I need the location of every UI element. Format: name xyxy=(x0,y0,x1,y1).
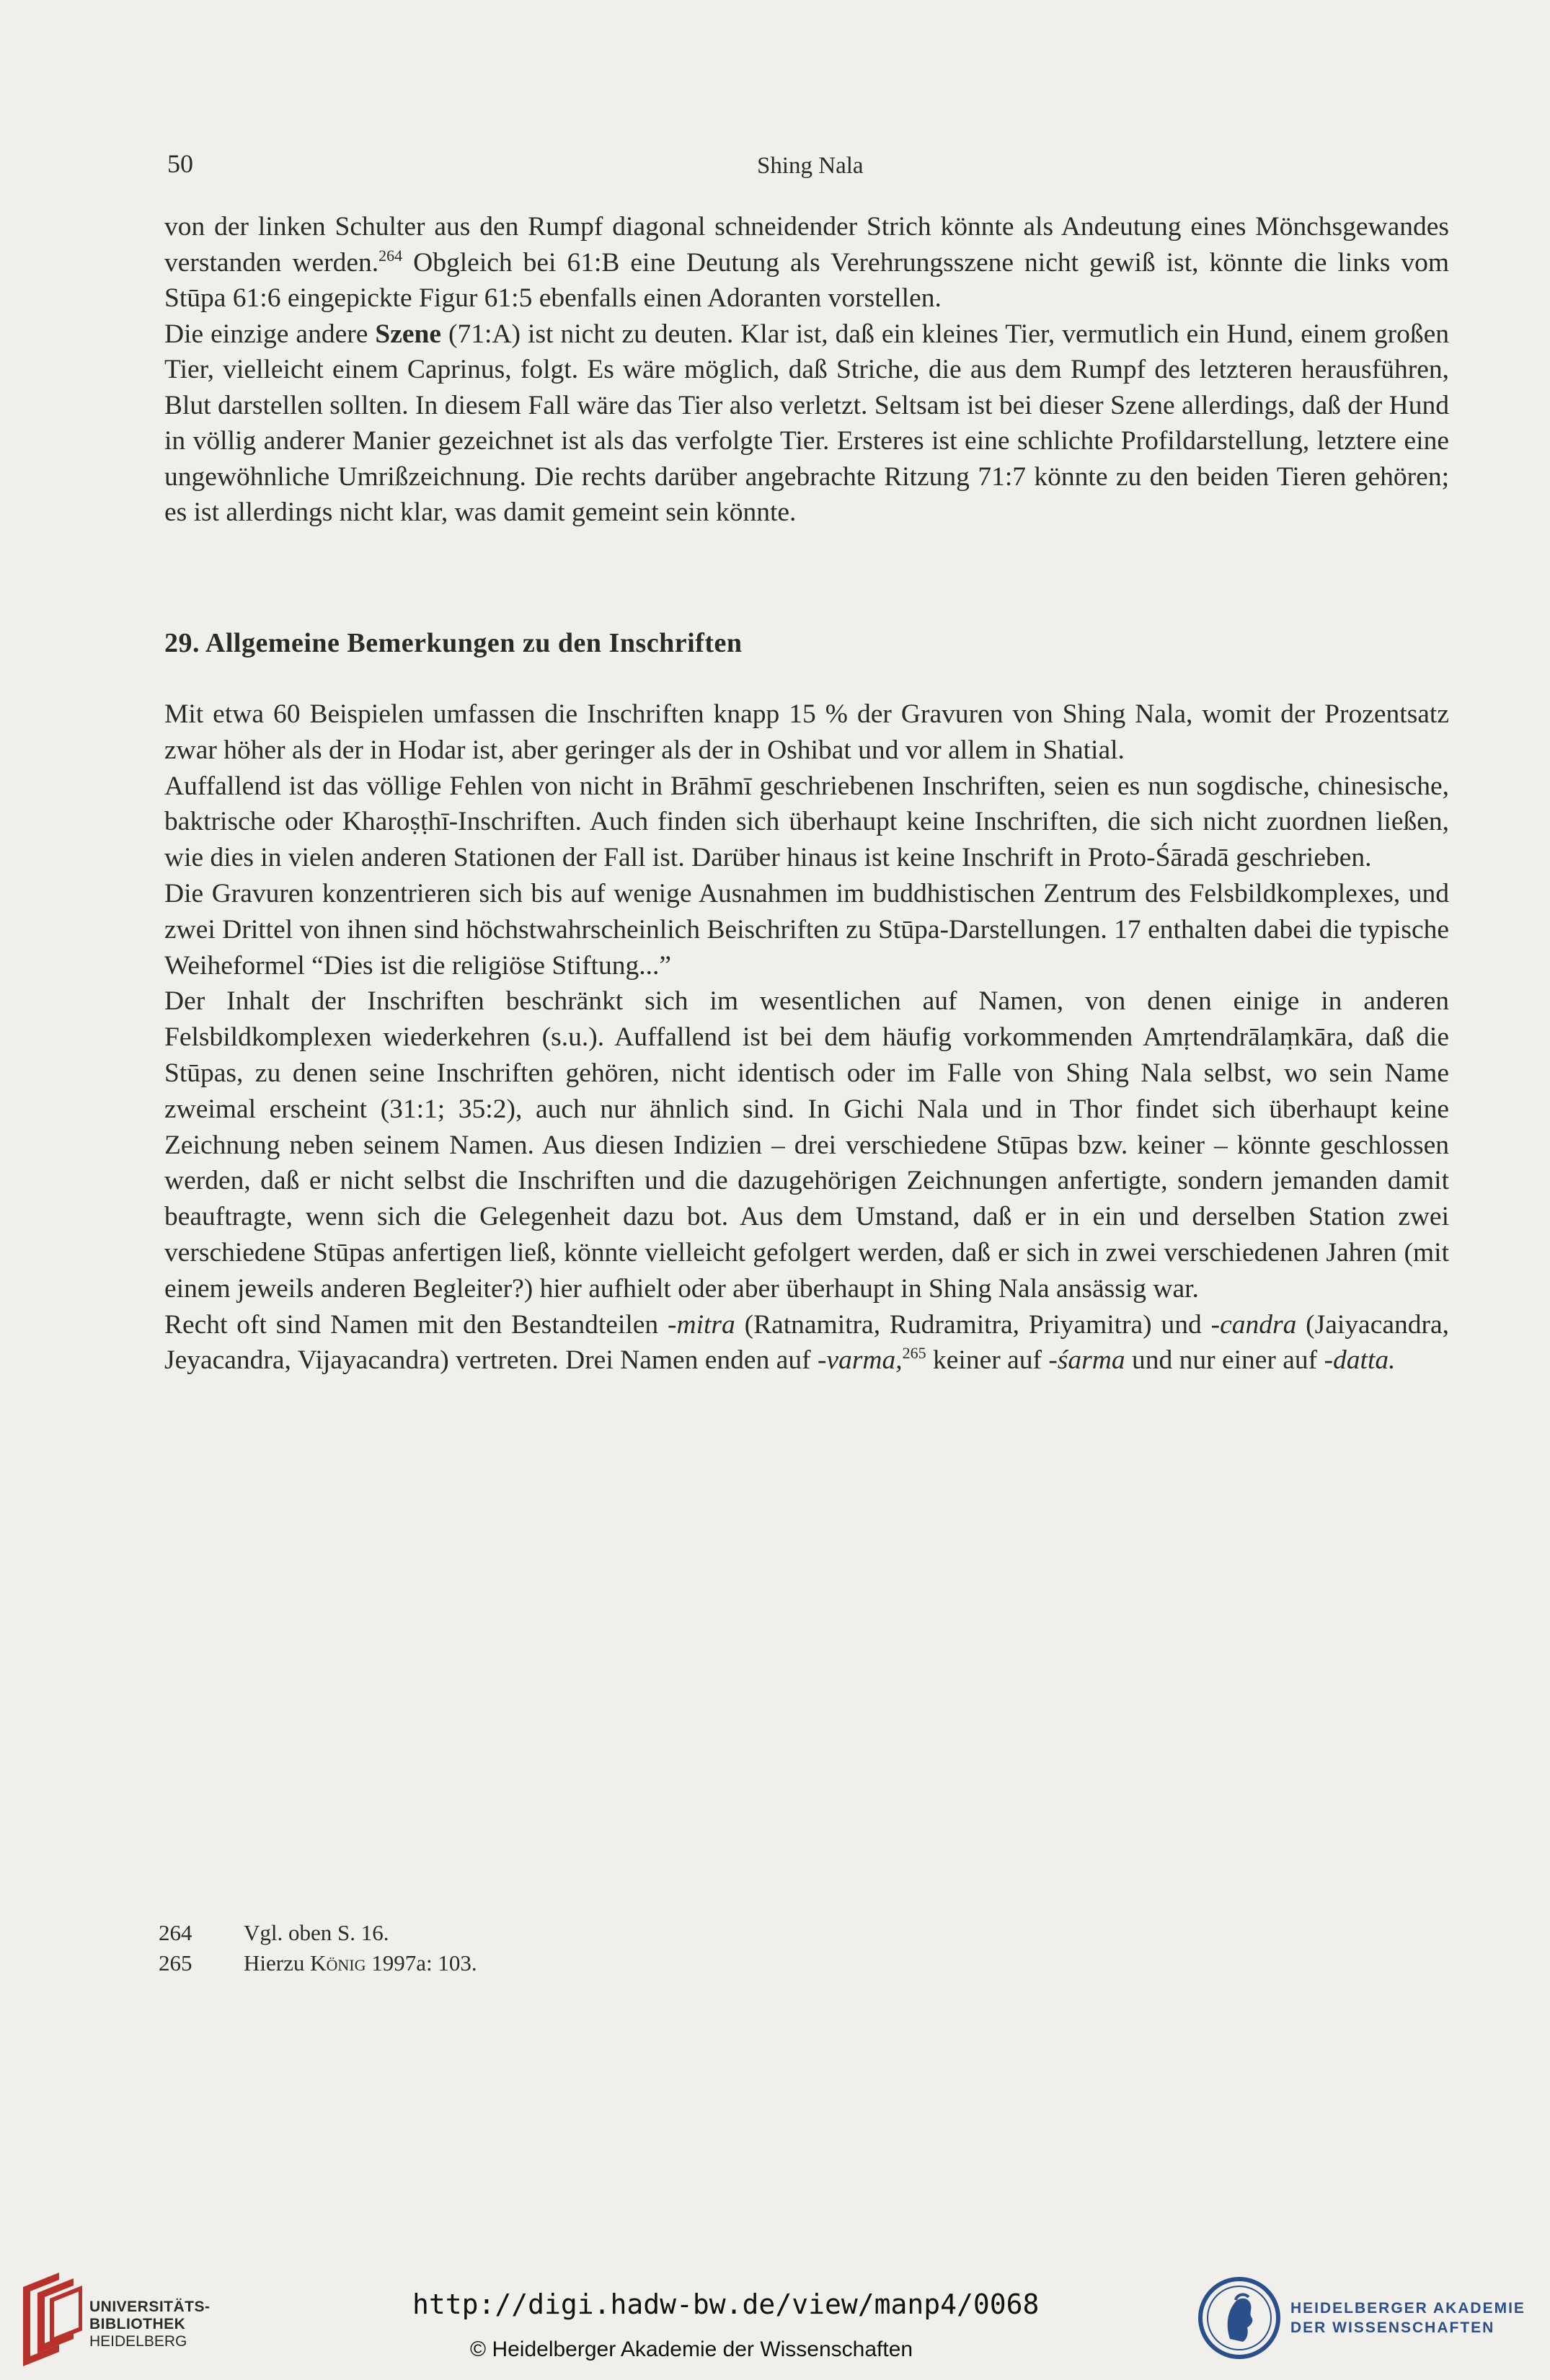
copyright-notice: © Heidelberger Akademie der Wissenschaften xyxy=(470,2337,913,2361)
permalink-url[interactable]: http://digi.hadw-bw.de/view/manp4/0068 xyxy=(412,2288,1040,2320)
paragraph: Die Gravuren konzentrieren sich bis auf wenige Ausnahmen im buddhistischen Zentrum des Felsbildkomplexes, und zwei Drittel von ihnen sind höchstwahrscheinlich Beischriften zu Stūpa-Darstellungen. 17 enthalten dabei die typische Weiheformel “Dies ist die religiöse Stiftung...” xyxy=(164,878,1449,981)
italic-term: -varma, xyxy=(817,1345,903,1376)
page-number: 50 xyxy=(167,149,193,178)
library-name[interactable]: UNIVERSITÄTS- BIBLIOTHEK HEIDELBERG xyxy=(89,2299,211,2350)
author-name: König xyxy=(310,1950,366,1976)
italic-term: -datta. xyxy=(1324,1345,1396,1376)
footnote-text: Hierzu König 1997a: 103. xyxy=(244,1950,477,1976)
italic-term: -mitra xyxy=(668,1309,735,1340)
paragraph: Mit etwa 60 Beispielen umfassen die Inschriften knapp 15 % der Gravuren von Shing Nala, womit der Prozentsatz zwar höher als der in Hodar ist, aber geringer als der in Oshibat und vor allem in Shatial. xyxy=(164,699,1449,765)
footnotes xyxy=(159,1918,477,1978)
footnote xyxy=(159,1918,477,1948)
academy-seal-icon[interactable] xyxy=(1197,2275,1282,2361)
paragraph: Auffallend ist das völlige Fehlen von nicht in Brāhmī geschriebenen Inschriften, seien es nun sogdische, chinesische, baktrische oder Kharoṣṭhī-Inschriften. Auch finden sich überhaupt keine Inschriften, die sich nicht zuordnen ließen, wie dies in vielen anderen Stationen der Fall ist. Darüber hinaus ist keine Inschrift in Proto-Śāradā geschrieben. xyxy=(164,771,1449,873)
footnote-number: 264 xyxy=(159,1920,192,1945)
section-text xyxy=(164,696,1449,1379)
footnote xyxy=(159,1948,477,1978)
academy-name[interactable]: HEIDELBERGER AKADEMIE DER WISSENSCHAFTEN xyxy=(1290,2300,1525,2336)
running-head: Shing Nala xyxy=(757,153,864,179)
university-library-logo-icon[interactable] xyxy=(17,2271,82,2372)
footnote-ref[interactable]: 265 xyxy=(902,1344,926,1363)
paragraph: Die einzige andere Szene (71:A) ist nicht zu deuten. Klar ist, daß ein kleines Tier, vermutlich ein Hund, einem großen Tier, vielleicht einem Caprinus, folgt. Es wäre möglich, daß Striche, die aus dem Rumpf des letzteren herausführen, Blut darstellen sollten. In diesem Fall wäre das Tier also verletzt. Seltsam ist bei dieser Szene allerdings, daß der Hund in völlig anderer Manier gezeichnet ist als das verfolgte Tier. Ersteres ist eine schlichte Profildarstellung, letztere eine ungewöhnliche Umrißzeichnung. Die rechts darüber angebrachte Ritzung 71:7 könnte zu den beiden Tieren gehören; es ist allerdings nicht klar, was damit gemeint sein könnte. xyxy=(164,319,1449,527)
footnote-number: 265 xyxy=(159,1950,192,1976)
paragraph: von der linken Schulter aus den Rumpf diagonal schneidender Strich könnte als Andeutung eines Mönchsgewandes verstanden werden.$^{264}$ Obgleich bei 61:B eine Deutung als Verehrungsszene nicht gewiß ist, könnte die links vom Stūpa 61:6 eingepickte Figur 61:5 ebenfalls einen Adoranten vorstellen. xyxy=(164,212,1449,313)
paragraph: Recht oft sind Namen mit den Bestandteilen -mitra (Ratnamitra, Rudramitra, Priyamitra) und -candra (Jaiyacandra, Jeyacandra, Vijayacandra) vertreten. Drei Namen enden auf -varma,$^{265}$ keiner auf -śarma und nur einer auf -datta. xyxy=(164,1309,1449,1376)
section-heading: 29. Allgemeine Bemerkungen zu den Inschriften xyxy=(164,628,743,658)
intro-text xyxy=(164,209,1449,531)
footer-bar xyxy=(0,2270,1550,2380)
bold-term: Szene xyxy=(375,319,442,349)
italic-term: -śarma xyxy=(1048,1345,1125,1376)
footnote-text: Vgl. oben S. 16. xyxy=(244,1920,389,1945)
footnote-ref[interactable]: 264 xyxy=(378,246,403,265)
italic-term: -candra xyxy=(1210,1309,1297,1340)
paragraph: Der Inhalt der Inschriften beschränkt sich im wesentlichen auf Namen, von denen einige in anderen Felsbildkomplexen wiederkehren (s.u.). Auffallend ist bei dem häufig vorkommenden Amṛtendrālaṃkāra, daß die Stūpas, zu denen seine Inschriften gehören, nicht identisch oder im Falle von Shing Nala selbst, wo sein Name zweimal erscheint (31:1; 35:2), auch nur ähnlich sind. In Gichi Nala und in Thor findet sich überhaupt keine Zeichnung neben seinem Namen. Aus diesen Indizien – drei verschiedene Stūpas bzw. keiner – könnte geschlossen werden, daß er nicht selbst die Inschriften und die dazugehörigen Zeichnungen anfertigte, sondern jemanden damit beauftragte, wenn sich die Gelegenheit dazu bot. Aus dem Umstand, daß er in ein und derselben Station zwei verschiedene Stūpas anfertigen ließ, könnte vielleicht gefolgert werden, daß er sich in zwei verschiedenen Jahren (mit einem jeweils anderen Begleiter?) hier aufhielt oder aber überhaupt in Shing Nala ansässig war. xyxy=(164,986,1449,1304)
